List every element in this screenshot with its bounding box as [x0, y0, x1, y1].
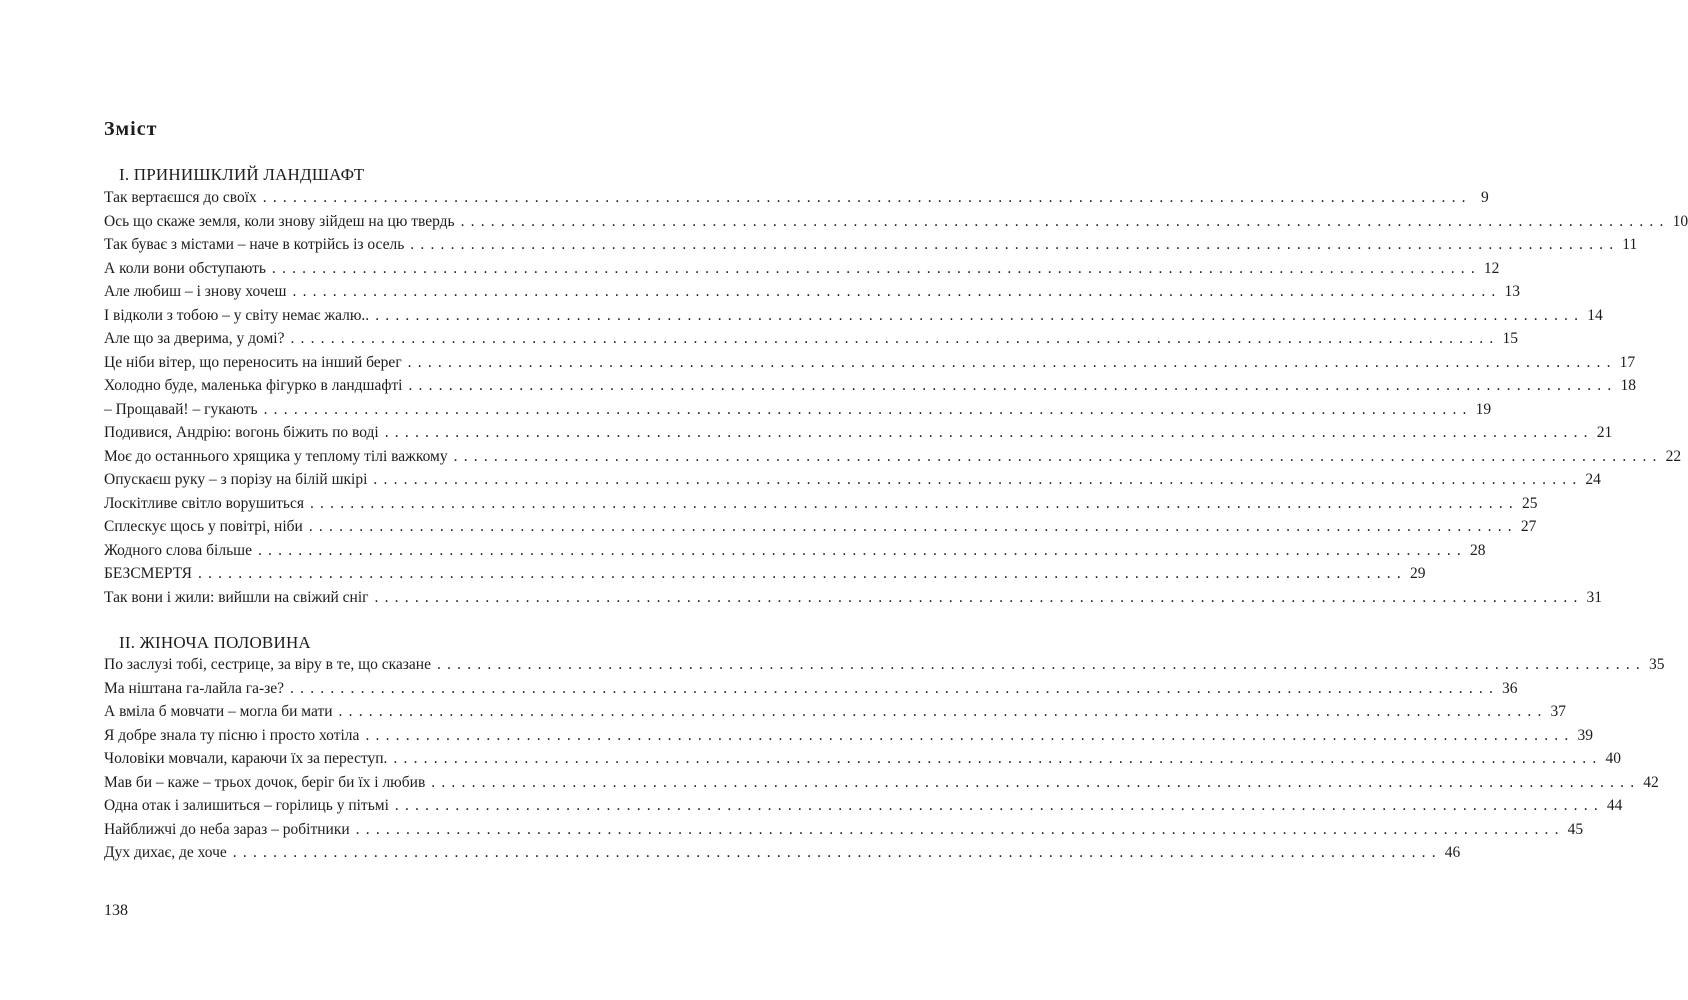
dot-leader: ........................................................................................................................	[262, 189, 1472, 206]
toc-entry-page: 22	[1665, 447, 1682, 465]
toc-entry-title: А коли вони обступають	[104, 259, 266, 277]
toc-entry-title: Так буває з містами – наче в котрійсь із осель	[104, 236, 405, 253]
toc-entry-title: Подивися, Андрію: вогонь біжить по воді	[104, 424, 379, 441]
toc-entry	[104, 820, 1584, 845]
toc-entry	[104, 353, 1636, 378]
dot-leader: ........................................................................................................................	[263, 400, 1473, 418]
toc-entry	[104, 306, 1603, 331]
toc-entry-page: 42	[1643, 773, 1659, 791]
toc-entry-page: 17	[1619, 353, 1636, 371]
toc-entry	[104, 844, 1461, 868]
toc-entry	[104, 518, 1537, 542]
toc-entry	[104, 259, 1500, 284]
toc-entry-title: Чоловіки мовчали, караючи їх за переступ.	[104, 750, 388, 767]
toc-entry	[104, 750, 1621, 774]
toc-entry	[104, 679, 1518, 704]
toc-entry-page: 15	[1502, 330, 1518, 347]
toc-entry-page: 28	[1469, 541, 1486, 559]
toc-entry-title: Жодного слова більше	[104, 541, 252, 559]
toc-entry-page: 11	[1622, 236, 1638, 253]
toc-entry-title: Мав би – каже – трьох дочок, беріг би їх і любив	[104, 773, 426, 791]
dot-leader: ........................................................................................................................	[290, 679, 1500, 697]
toc-entry-title: А вміла б мовчати – могла би мати	[104, 703, 333, 720]
dot-leader: ........................................................................................................................	[460, 212, 1670, 230]
toc-entry-title: Це ніби вітер, що переносить на інший берег	[104, 353, 402, 371]
toc-entry	[104, 447, 1682, 472]
dot-leader: ........................................................................................................................	[453, 447, 1663, 465]
toc-entry-page: 21	[1596, 424, 1613, 441]
toc-entry-page: 24	[1585, 471, 1601, 488]
dot-leader: ........................................................................................................................	[355, 820, 1565, 838]
toc-entry-title: Холодно буде, маленька фігурко в ландшафті	[104, 377, 403, 394]
toc-list-section-2	[104, 656, 1665, 868]
dot-leader: ........................................................................................................................	[338, 703, 1548, 720]
dot-leader: ........................................................................................................................	[290, 330, 1500, 347]
toc-entry-page: 9	[1481, 189, 1489, 206]
toc-entry	[104, 330, 1518, 354]
toc-entry-title: Моє до останнього хрящика у теплому тілі важкому	[104, 447, 448, 465]
dot-leader: ........................................................................................................................	[197, 565, 1407, 582]
dot-leader: ........................................................................................................................	[374, 588, 1584, 606]
dot-leader: ........................................................................................................................	[408, 377, 1618, 394]
section-heading-2: ІІ. ЖІНОЧА ПОЛОВИНА	[119, 633, 311, 652]
toc-entry-page: 12	[1483, 259, 1500, 277]
toc-entry	[104, 424, 1613, 448]
dot-leader: ........................................................................................................................	[393, 750, 1603, 767]
toc-entry-page: 37	[1550, 703, 1567, 720]
toc-entry	[104, 400, 1492, 425]
toc-entry	[104, 797, 1623, 821]
dot-leader: ........................................................................................................................	[257, 541, 1467, 559]
toc-title: Зміст	[104, 118, 158, 140]
dot-leader: ........................................................................................................................	[271, 259, 1481, 277]
toc-entry-title: Опускаєш руку – з порізу на білій шкірі	[104, 471, 368, 488]
toc-entry-title: Але любиш – і знову хочеш	[104, 283, 287, 300]
toc-entry-page: 35	[1648, 656, 1665, 673]
page-number: 138	[104, 902, 128, 919]
toc-entry-title: Я добре знала ту пісню і просто хотіла	[104, 726, 360, 744]
toc-entry-title: Так вертаєшся до своїх	[104, 189, 257, 206]
dot-leader: ........................................................................................................................	[431, 773, 1641, 791]
toc-entry-page: 46	[1444, 844, 1461, 861]
toc-entry	[104, 541, 1486, 566]
toc-entry-title: Сплескує щось у повітрі, ніби	[104, 518, 303, 535]
toc-entry	[104, 283, 1520, 307]
toc-entry-page: 44	[1606, 797, 1623, 814]
toc-entry	[104, 236, 1638, 260]
toc-entry	[104, 773, 1659, 798]
toc-entry-title: По заслузі тобі, сестрице, за віру в те, що сказане	[104, 656, 431, 673]
dot-leader: ........................................................................................................................	[292, 283, 1502, 300]
toc-entry	[104, 471, 1601, 495]
dot-leader: ........................................................................................................................	[436, 656, 1646, 673]
toc-entry-title: Ма ніштана га-лайла га-зе?	[104, 679, 285, 697]
toc-entry	[104, 494, 1538, 519]
toc-entry-page: 29	[1409, 565, 1426, 582]
dot-leader: ........................................................................................................................	[375, 306, 1585, 324]
dot-leader: ........................................................................................................................	[384, 424, 1594, 441]
toc-entry-title: БЕЗСМЕРТЯ	[104, 565, 192, 582]
toc-entry	[104, 189, 1489, 213]
toc-entry-page: 40	[1605, 750, 1621, 767]
dot-leader: ........................................................................................................................	[309, 494, 1519, 512]
toc-entry-title: Одна отак і залишиться – горілиць у пітьмі	[104, 797, 389, 814]
toc-entry-title: Найближчі до неба зараз – робітники	[104, 820, 350, 838]
section-heading-1: І. ПРИНИШКЛИЙ ЛАНДШАФТ	[119, 165, 365, 184]
dot-leader: ........................................................................................................................	[308, 518, 1518, 535]
toc-entry	[104, 656, 1665, 680]
toc-entry-page: 45	[1567, 820, 1584, 838]
toc-entry	[104, 212, 1688, 237]
toc-entry-page: 39	[1577, 726, 1593, 744]
toc-entry-page: 10	[1672, 212, 1688, 230]
toc-entry-page: 14	[1587, 306, 1603, 324]
toc-entry-title: І відколи з тобою – у світу немає жалю..	[104, 306, 370, 324]
toc-entry-title: Але що за дверима, у домі?	[104, 330, 285, 347]
toc-entry-title: Так вони і жили: вийшли на свіжий сніг	[104, 588, 369, 606]
toc-entry-page: 13	[1504, 283, 1520, 300]
toc-entry-page: 36	[1502, 679, 1518, 697]
toc-entry	[104, 588, 1603, 613]
toc-entry-title: Дух дихає, де хоче	[104, 844, 227, 861]
dot-leader: ........................................................................................................................	[394, 797, 1604, 814]
toc-entry-title: – Прощавай! – гукають	[104, 400, 258, 418]
toc-entry	[104, 703, 1567, 727]
toc-entry-title: Лоскітливе світло ворушиться	[104, 494, 304, 512]
toc-entry-title: Ось що скаже земля, коли знову зійдеш на цю твердь	[104, 212, 455, 230]
dot-leader: ........................................................................................................................	[407, 353, 1617, 371]
toc-entry-page: 19	[1475, 400, 1492, 418]
toc-entry-page: 18	[1620, 377, 1636, 394]
dot-leader: ........................................................................................................................	[410, 236, 1620, 253]
toc-entry	[104, 565, 1426, 589]
dot-leader: ........................................................................................................................	[232, 844, 1442, 861]
toc-entry	[104, 377, 1636, 401]
toc-entry	[104, 726, 1593, 751]
toc-entry-page: 27	[1520, 518, 1537, 535]
dot-leader: ........................................................................................................................	[373, 471, 1583, 488]
dot-leader: ........................................................................................................................	[365, 726, 1575, 744]
toc-entry-page: 31	[1586, 588, 1603, 606]
toc-entry-page: 25	[1521, 494, 1538, 512]
toc-list-section-1	[104, 189, 1688, 612]
